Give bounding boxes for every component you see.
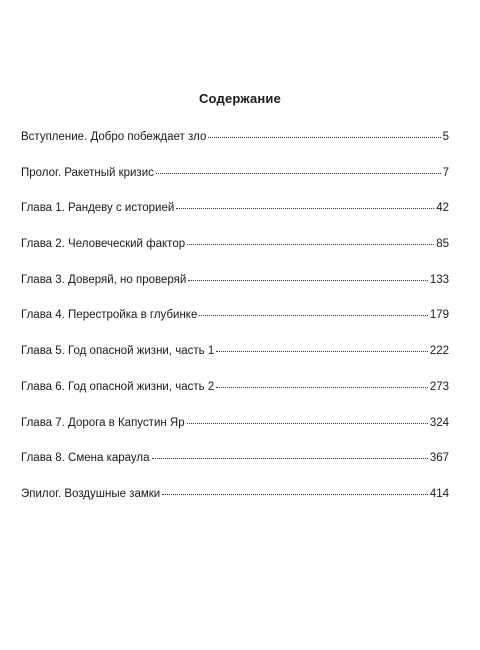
toc-dot-leader bbox=[199, 315, 427, 316]
toc-entry-label: Глава 4. Перестройка в глубинке bbox=[21, 309, 198, 322]
toc-entry-label: Глава 7. Дорога в Капустин Яр bbox=[21, 416, 185, 429]
toc-dot-leader bbox=[152, 458, 428, 459]
toc-entry-page: 42 bbox=[436, 202, 449, 215]
toc-entry-label: Глава 6. Год опасной жизни, часть 2 bbox=[21, 380, 215, 393]
toc-entry-page: 367 bbox=[429, 452, 449, 465]
toc-entry-page: 414 bbox=[429, 487, 449, 500]
toc-entry bbox=[21, 449, 449, 485]
toc-dot-leader bbox=[216, 387, 428, 388]
toc-entry bbox=[21, 342, 449, 378]
toc-entry bbox=[21, 128, 449, 164]
toc-entry-page: 324 bbox=[429, 416, 449, 429]
toc-dot-leader bbox=[176, 208, 434, 209]
toc-dot-leader bbox=[208, 137, 440, 138]
toc-entry-label: Глава 2. Человеческий фактор bbox=[21, 238, 186, 251]
toc-dot-leader bbox=[162, 494, 428, 495]
toc-dot-leader bbox=[187, 244, 434, 245]
toc-entry-page: 85 bbox=[436, 238, 449, 251]
toc-title: Содержание bbox=[198, 91, 282, 106]
toc-entry-page: 273 bbox=[429, 380, 449, 393]
toc-dot-leader bbox=[187, 423, 428, 424]
toc-dot-leader bbox=[156, 173, 441, 174]
toc-entry-label: Глава 1. Рандеву с историей bbox=[21, 202, 175, 215]
toc-entry-page: 5 bbox=[442, 131, 449, 143]
toc-entry-label: Эпилог. Воздушные замки bbox=[21, 487, 161, 500]
toc-entry-page: 222 bbox=[429, 345, 449, 358]
toc-entry bbox=[21, 378, 449, 414]
toc-entry-label: Глава 3. Доверяй, но проверяй bbox=[21, 273, 187, 286]
toc-entry-label: Глава 5. Год опасной жизни, часть 1 bbox=[21, 345, 215, 358]
toc-entry bbox=[21, 485, 449, 521]
toc-entry bbox=[21, 271, 449, 307]
toc-dot-leader bbox=[216, 351, 428, 352]
toc-entry bbox=[21, 199, 449, 235]
toc-entry-page: 7 bbox=[442, 166, 449, 179]
toc-entry bbox=[21, 414, 449, 450]
toc-entry bbox=[21, 164, 449, 200]
toc-entry-page: 179 bbox=[429, 309, 449, 322]
toc-entry bbox=[21, 235, 449, 271]
toc-entry-label: Глава 8. Смена караула bbox=[21, 452, 150, 465]
toc-entry-page: 133 bbox=[429, 273, 449, 286]
toc-entry bbox=[21, 306, 449, 342]
toc-entry-label: Пролог. Ракетный кризис bbox=[21, 166, 154, 179]
toc-entry-label: Вступление. Добро побеждает зло bbox=[21, 131, 207, 143]
toc-list bbox=[21, 128, 449, 521]
toc-dot-leader bbox=[188, 280, 428, 281]
